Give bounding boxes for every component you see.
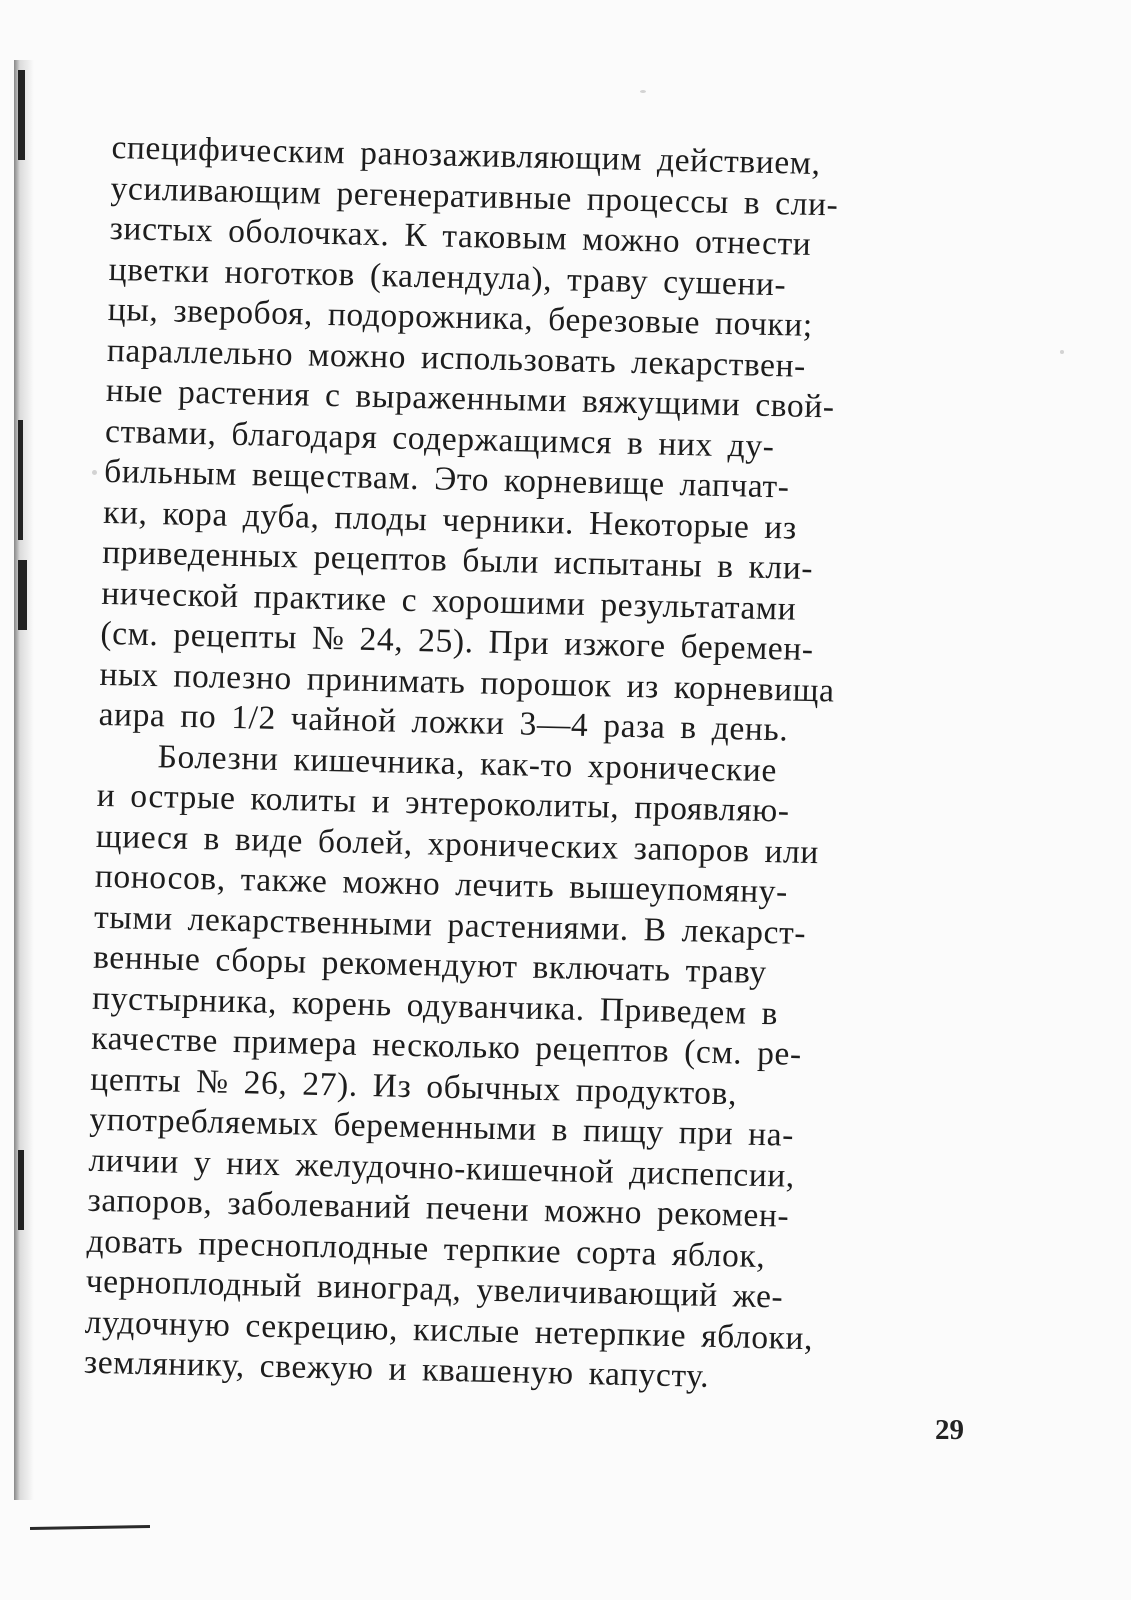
text-line: параллельно можно использовать лекарствен- [106, 331, 807, 385]
text-line: цепты № 26, 27). Из обычных продуктов, [90, 1060, 738, 1112]
text-line: щиеся в виде болей, хронических запоров или [95, 817, 820, 871]
text-line: цветки ноготков (календула), траву сушени- [108, 250, 787, 303]
scan-edge-line [30, 1525, 150, 1530]
text-line: ные растения с выраженными вяжущими свой- [105, 371, 836, 426]
text-line: поносов, также можно лечить вышеупомяну- [94, 857, 789, 911]
text-line: качестве примера несколько рецептов (см. ре- [90, 1019, 803, 1073]
text-line: и острые колиты и энтероколиты, проявляю- [96, 776, 790, 830]
text-line: довать пресноплодные терпкие сорта яблок, [86, 1222, 766, 1275]
binding-mark [18, 560, 27, 630]
text-line: аира по 1/2 чайной ложки 3—4 раза в день. [98, 695, 789, 749]
text-line: лудочную секрецию, кислые нетерпкие яблоки, [84, 1303, 814, 1357]
scan-speck [92, 470, 97, 475]
text-line: зистых оболочках. К таковым можно отнести [109, 209, 812, 263]
text-line: пустырника, корень одуванчика. Приведем в [91, 979, 779, 1032]
text-line: черноплодный виноград, увеличивающий же- [85, 1262, 784, 1316]
text-line: цы, зверобоя, подорожника, березовые почки; [107, 290, 814, 344]
binding-mark [18, 70, 25, 160]
paragraph-start-line: Болезни кишечника, как-то хронические [157, 737, 778, 789]
text-line: землянику, свежую и квашеную капусту. [83, 1343, 710, 1395]
text-line: ствами, благодаря содержащимся в них ду- [104, 412, 775, 465]
text-line: запоров, заболеваний печени можно рекомен- [87, 1181, 790, 1235]
binding-mark [18, 420, 23, 540]
text-line: усиливающим регенеративные процессы в сли- [110, 169, 839, 223]
text-line: ных полезно принимать порошок из корневища [99, 655, 836, 710]
body-text [84, 128, 972, 1403]
text-line: личии у них желудочно-кишечной диспепсии, [88, 1141, 796, 1195]
text-line: венные сборы рекомендуют включать траву [92, 938, 768, 992]
text-line: ки, кора дуба, плоды черники. Некоторые из [102, 493, 798, 547]
binding-edge [14, 60, 36, 1500]
text-line: тыми лекарственными растениями. В лекарст- [93, 898, 807, 952]
page-number: 29 [935, 1414, 964, 1446]
scan-speck [640, 90, 646, 93]
scan-speck [1060, 350, 1064, 354]
text-line: специфическим ранозаживляющим действием, [111, 128, 821, 183]
text-line: нической практике с хорошими результатами [101, 574, 797, 628]
binding-mark [18, 1150, 24, 1230]
text-line: (см. рецепты № 24, 25). При изжоге беремен- [100, 614, 815, 669]
text-line: приведенных рецептов были испытаны в кли- [101, 533, 814, 588]
text-line: бильным веществам. Это корневище лапчат- [103, 452, 790, 506]
text-line: употребляемых беременными в пищу при на- [89, 1100, 795, 1154]
